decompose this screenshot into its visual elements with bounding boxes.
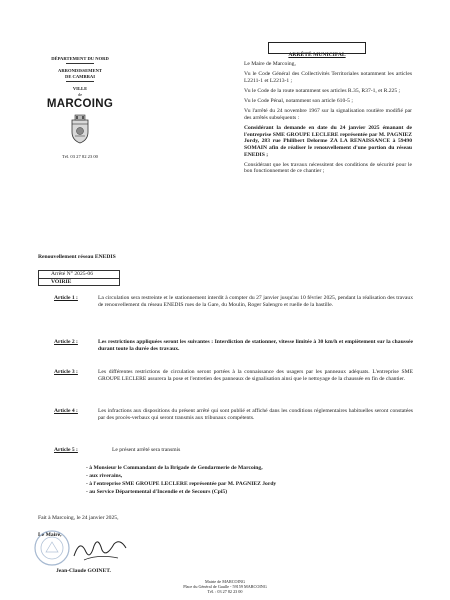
preamble-vu-route: Vu le Code de la route notamment ses articles R.35, R37-1, et R.225 ; — [244, 87, 401, 94]
arrondissement-line1: ARRONDISSEMENT — [58, 68, 102, 74]
phone: Tél. 03 27 82 23 00 — [62, 154, 98, 160]
mairie-stamp-icon — [32, 528, 72, 568]
footer — [120, 579, 330, 595]
document-title-box — [268, 42, 366, 58]
ville-de: de — [77, 91, 83, 97]
article-label: Article 4 : — [54, 408, 78, 414]
article-label: Article 2 : — [54, 339, 78, 345]
subject: Renouvellement réseau ENEDIS — [38, 254, 116, 260]
town-name: MARCOING — [46, 98, 114, 111]
preamble-vu-penal: Vu le Code Pénal, notamment son article 610-5 ; — [244, 98, 353, 105]
signature-role: Le Maire, — [38, 532, 62, 538]
coat-of-arms-icon — [68, 114, 92, 144]
article-text: La circulation sera restreinte et le stationnement interdit à compter du 27 janvier jusqu'au 10 février 2025, pendant la réalisation des travaux de renouvellement du réseau ENEDIS rues de la Gare, du Moulin, Roger Salengro et ruelle de la bastille. — [98, 295, 413, 308]
recipients-list — [86, 465, 406, 495]
footer-line2: Place du Général de Gaulle - 59159 MARCOING — [183, 584, 267, 590]
article-label: Article 1 : — [54, 295, 78, 301]
letterhead — [40, 56, 120, 159]
recipient-gendarmerie: - à Monsieur le Commandant de la Brigade de Gendarmerie de Marcoing, — [86, 465, 263, 471]
article-1 — [54, 295, 414, 335]
ville-label: VILLE — [72, 86, 88, 92]
preamble-considerant-2: Considérant que les travaux nécessitent des conditions de sécurité pour le bon fonctionnement de ce chantier ; — [244, 161, 412, 175]
article-4 — [54, 408, 414, 438]
article-label: Article 3 : — [54, 369, 78, 375]
article-text: Le présent arrêté sera transmis — [112, 447, 181, 453]
article-text: Les différentes restrictions de circulation seront portées à la connaissance des usagers par les panneaux adéquats. L'entreprise SME GROUPE LECLERE assurera la pose et l'entretien des panneaux de signalisation ainsi que le nettoyage de la chaussée en fin de chantier. — [98, 369, 413, 382]
article-text: Les restrictions appliquées seront les suivantes : Interdiction de stationner, vitesse limitée à 30 km/h et empiètement sur la chaussée durant toute la durée des travaux. — [98, 339, 413, 352]
article-5 — [54, 447, 414, 457]
preamble-vu-cgct: Vu le Code Général des Collectivités Territoriales notamment les articles L2211-1 et L2213-1 ; — [244, 71, 412, 84]
recipient-sdis: - au Service Départemental d'Incendie et de Secours (Cpi5) — [86, 488, 228, 495]
department-label: DÉPARTEMENT DU NORD — [51, 56, 109, 61]
footer-line1: Mairie de MARCOING — [204, 579, 245, 584]
recipient-riverains: - aux riverains, — [86, 472, 123, 479]
reference-service: VOIRIE — [39, 278, 119, 286]
reference-box — [38, 270, 120, 286]
preamble-vu-arrete: Vu l'arrêté du 24 novembre 1967 sur la signalisation routière modifié par des arrêtés subséquents : — [244, 108, 412, 121]
document-title: ARRÊTÉ MUNICIPAL — [288, 52, 346, 58]
article-label: Article 5 : — [54, 447, 78, 453]
arrondissement-line2: DE CAMBRAI — [65, 73, 95, 79]
divider — [66, 81, 94, 82]
handwritten-signature-icon — [70, 534, 130, 564]
article-3 — [54, 369, 414, 405]
article-2 — [54, 339, 414, 369]
preamble — [244, 61, 412, 178]
place-date: Fait à Marcoing, le 24 janvier 2025, — [38, 515, 119, 521]
divider — [66, 63, 94, 64]
recipient-entreprise: - à l'entreprise SME GROUPE LECLERE représentée par M. PAGNIEZ Jordy — [86, 481, 277, 488]
article-text: Les infractions aux dispositions du présent arrêté qui sont publié et affiché dans les conditions réglementaires habituelles seront constatées par des procès-verbaux qui seront transmis aux tribunaux compétents. — [98, 408, 413, 421]
preamble-considerant-1: Considérant la demande en date du 24 janvier 2025 émanant de l'entreprise SME GROUPE LECLERE représentée par M. PAGNIEZ Jordy, 283 rue Philibert Delorme ZA LA RENAISSANCE à 59490 SOMAIN afin de réaliser le renouvellement d'une portion du réseau ENEDIS ; — [244, 125, 412, 158]
footer-line3: Tél. : 03 27 82 23 00 — [207, 589, 243, 595]
signatory-name: Jean-Claude GOINET. — [56, 568, 111, 574]
reference-number: Arrêté N° 2025-06 — [51, 271, 94, 277]
preamble-mayor: Le Maire de Marcoing, — [244, 61, 296, 67]
